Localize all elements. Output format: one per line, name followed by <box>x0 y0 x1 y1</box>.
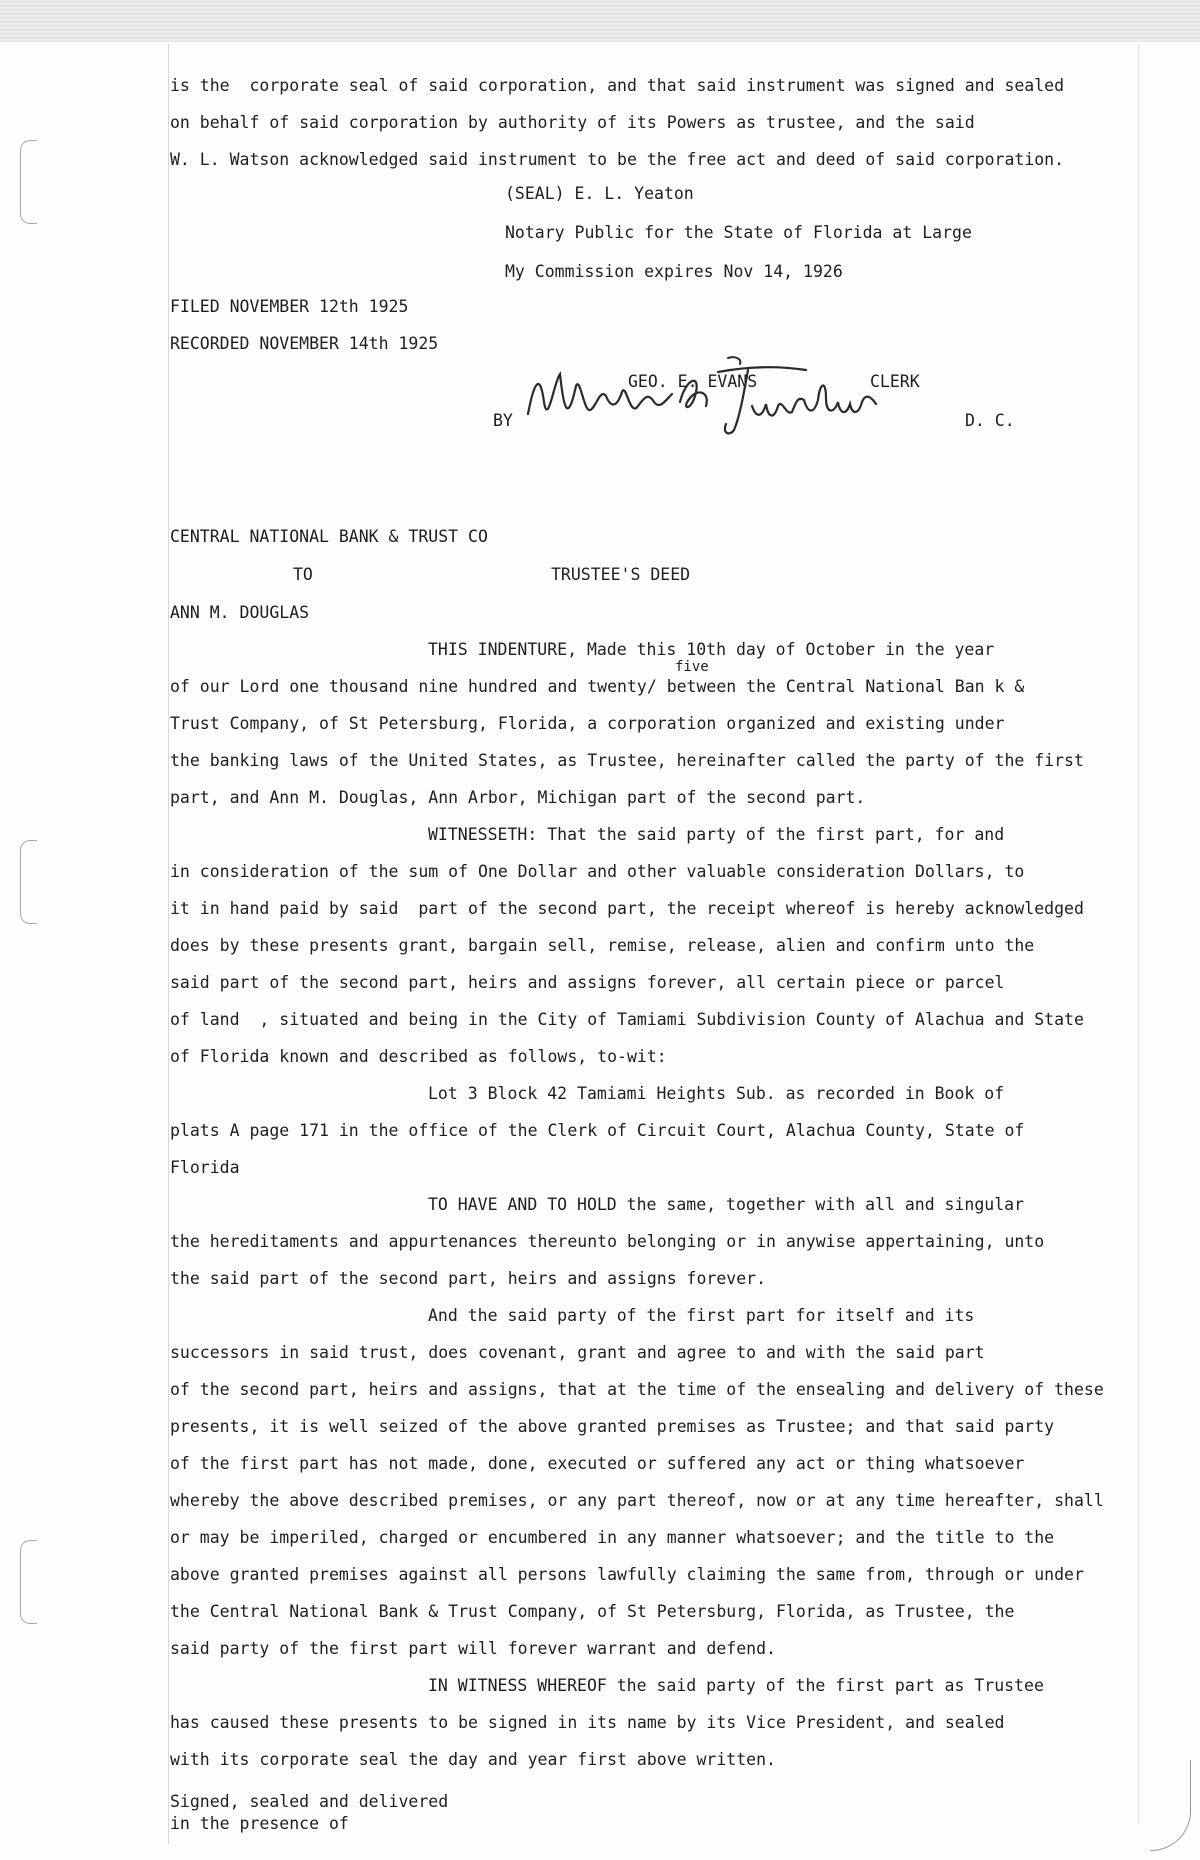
legal-description: Lot 3 Block 42 Tamiami Heights Sub. as recorded in Book of <box>428 1084 1005 1103</box>
body-line: the said part of the second part, heirs and assigns forever. <box>170 1269 767 1288</box>
body-line: presents, it is well seized of the above granted premises as Trustee; and that said party <box>170 1417 1055 1436</box>
grantee-name: ANN M. DOUGLAS <box>170 603 310 622</box>
body-line: or may be imperiled, charged or encumbered in any manner whatsoever; and the title to the <box>170 1528 1055 1547</box>
clerk-name: GEO. E. EVANS <box>628 372 758 391</box>
body-line: of land , situated and being in the City of Tamiami Subdivision County of Alachua and State <box>170 1010 1084 1029</box>
document-type: TRUSTEE'S DEED <box>551 565 691 584</box>
body-line: with its corporate seal the day and year first above written. <box>170 1750 776 1769</box>
page-curl-mark <box>1150 1760 1191 1851</box>
notary-title: Notary Public for the State of Florida at Large <box>505 223 972 242</box>
body-line: it in hand paid by said part of the second part, the receipt whereof is hereby acknowledged <box>170 899 1084 918</box>
recorded-date: RECORDED NOVEMBER 14th 1925 <box>170 334 439 353</box>
notary-commission: My Commission expires Nov 14, 1926 <box>505 262 843 281</box>
body-line: said party of the first part will forever warrant and defend. <box>170 1639 776 1658</box>
binder-ring-mark <box>20 1540 37 1624</box>
body-line: of our Lord one thousand nine hundred and twenty/ between the Central National Ban k & <box>170 677 1025 696</box>
by-label: BY <box>493 411 513 430</box>
body-line: whereby the above described premises, or any part thereof, now or at any time hereafter, shall <box>170 1491 1104 1510</box>
body-line: the hereditaments and appurtenances thereunto belonging or in anywise appertaining, unto <box>170 1232 1045 1251</box>
binder-ring-mark <box>20 140 37 224</box>
notary-text-line: is the corporate seal of said corporation, and that said instrument was signed and sealed <box>170 76 1065 95</box>
right-margin-rule <box>1138 44 1139 1824</box>
in-presence-of: in the presence of <box>170 1814 349 1833</box>
notary-text-line: on behalf of said corporation by authority of its Powers as trustee, and the said <box>170 113 975 132</box>
legal-description: plats A page 171 in the office of the Clerk of Circuit Court, Alachua County, State of <box>170 1121 1025 1140</box>
notary-text-line: W. L. Watson acknowledged said instrument to be the free act and deed of said corporation. <box>170 150 1065 169</box>
body-line: above granted premises against all persons lawfully claiming the same from, through or under <box>170 1565 1084 1584</box>
signed-sealed-delivered: Signed, sealed and delivered <box>170 1792 449 1811</box>
body-line: part, and Ann M. Douglas, Ann Arbor, Michigan part of the second part. <box>170 788 866 807</box>
body-line: And the said party of the first part for itself and its <box>428 1306 975 1325</box>
deputy-clerk-title: D. C. <box>965 411 1015 430</box>
body-line: of the first part has not made, done, executed or suffered any act or thing whatsoever <box>170 1454 1025 1473</box>
body-line: does by these presents grant, bargain sell, remise, release, alien and confirm unto the <box>170 936 1035 955</box>
binder-ring-mark <box>20 840 37 924</box>
indenture-line: THIS INDENTURE, Made this 10th day of October in the year <box>428 640 995 659</box>
body-line: the Central National Bank & Trust Company, of St Petersburg, Florida, as Trustee, the <box>170 1602 1015 1621</box>
legal-description: Florida <box>170 1158 240 1177</box>
body-line: of Florida known and described as follows, to-wit: <box>170 1047 667 1066</box>
filed-date: FILED NOVEMBER 12th 1925 <box>170 297 409 316</box>
body-line: IN WITNESS WHEREOF the said party of the first part as Trustee <box>428 1676 1044 1695</box>
clerk-title: CLERK <box>870 372 920 391</box>
scan-top-band <box>0 0 1200 42</box>
notary-seal-signer: (SEAL) E. L. Yeaton <box>505 184 694 203</box>
grantor-name: CENTRAL NATIONAL BANK & TRUST CO <box>170 527 488 546</box>
body-line: in consideration of the sum of One Dollar and other valuable consideration Dollars, to <box>170 862 1025 881</box>
body-line: successors in said trust, does covenant, grant and agree to and with the said part <box>170 1343 985 1362</box>
interlined-five: five <box>675 659 709 675</box>
deputy-signature <box>520 352 890 442</box>
body-line: has caused these presents to be signed in its name by its Vice President, and sealed <box>170 1713 1005 1732</box>
body-line: the banking laws of the United States, as Trustee, hereinafter called the party of the first <box>170 751 1084 770</box>
body-line: said part of the second part, heirs and assigns forever, all certain piece or parcel <box>170 973 1005 992</box>
body-line: TO HAVE AND TO HOLD the same, together with all and singular <box>428 1195 1025 1214</box>
body-line: WITNESSETH: That the said party of the first part, for and <box>428 825 1005 844</box>
body-line: Trust Company, of St Petersburg, Florida, a corporation organized and existing under <box>170 714 1005 733</box>
left-margin-rule <box>168 44 169 1844</box>
body-line: of the second part, heirs and assigns, that at the time of the ensealing and delivery of these <box>170 1380 1104 1399</box>
caption-to: TO <box>293 565 313 584</box>
